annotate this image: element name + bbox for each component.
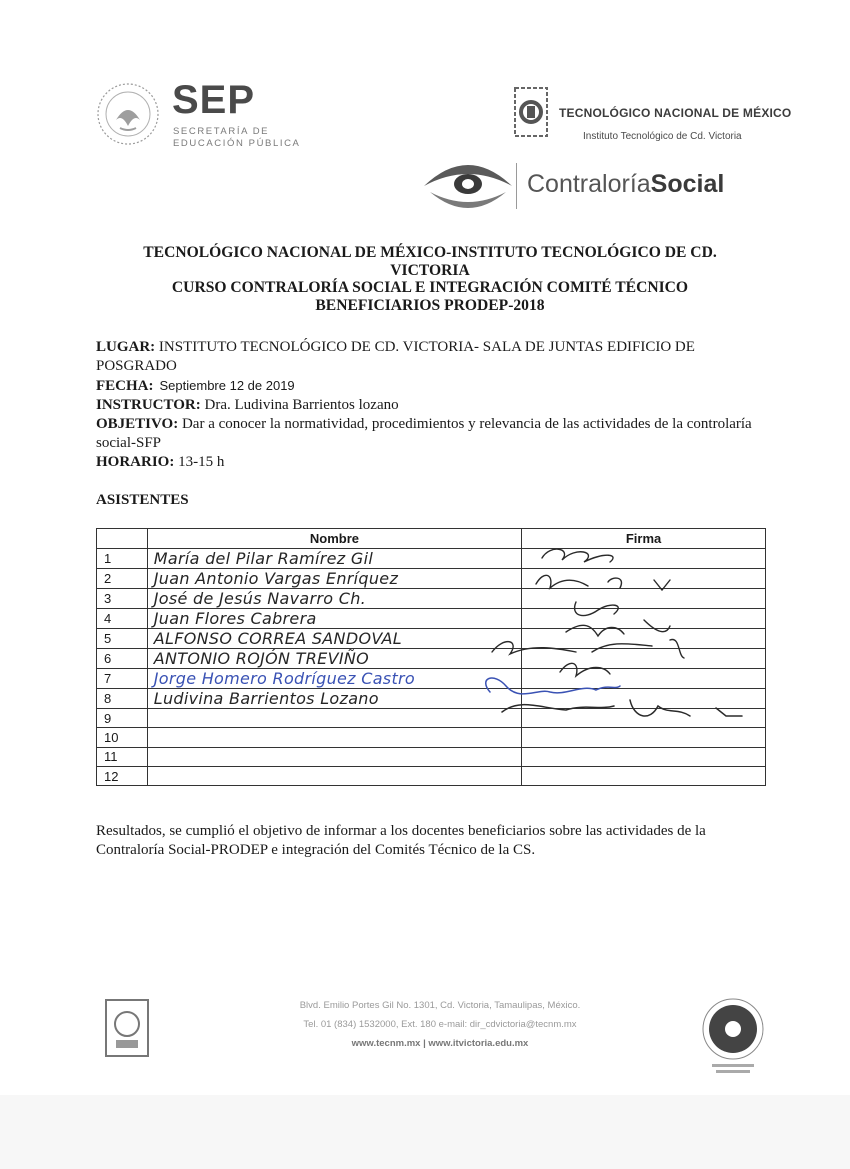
attendee-name (147, 747, 521, 766)
objetivo-label: OBJETIVO: (96, 416, 179, 432)
signature-cell (522, 766, 766, 785)
horario-value: 13-15 h (178, 454, 225, 470)
row-number: 9 (97, 709, 148, 728)
row-number: 11 (97, 747, 148, 766)
results-paragraph: Resultados, se cumplió el objetivo de informar a los docentes beneficiarios sobre las actividades de la Contraloría Social-PRODEP e integración del Comités Técnico de la CS. (96, 823, 706, 858)
signature-4 (566, 620, 670, 636)
row-number: 5 (97, 629, 148, 649)
lugar-label: LUGAR: (96, 339, 156, 355)
lugar-value: INSTITUTO TECNOLÓGICO DE CD. VICTORIA- SALA DE JUNTAS EDIFICIO DE POSGRADO (96, 339, 695, 374)
number-column-header (97, 529, 148, 549)
cs-light-word: Contraloría (527, 170, 651, 198)
signature-5 (492, 639, 684, 658)
signature-3 (575, 602, 619, 616)
attendee-name: ANTONIO ROJÓN TREVIÑO (147, 649, 521, 669)
tecnm-institute: Instituto Tecnológico de Cd. Victoria (583, 131, 742, 142)
row-number: 4 (97, 609, 148, 629)
footer-contact (250, 996, 630, 1053)
attendee-name: Ludivina Barrientos Lozano (147, 689, 521, 709)
scan-edge-band (0, 1095, 850, 1169)
title-line3: CURSO CONTRALORÍA SOCIAL E INTEGRACIÓN COMITÉ TÉCNICO (171, 279, 689, 296)
instructor-value: Dra. Ludivina Barrientos lozano (204, 397, 399, 413)
horario-label: HORARIO: (96, 454, 175, 470)
row-number: 8 (97, 689, 148, 709)
objetivo-value: Dar a conocer la normatividad, procedimientos y relevancia de las actividades de la controlaría social-SFP (96, 416, 752, 451)
footer-address: Blvd. Emilio Portes Gil No. 1301, Cd. Victoria, Tamaulipas, México. (299, 1000, 581, 1011)
tecnm-gear-logo-icon (513, 86, 549, 138)
itcv-emblem-icon (104, 998, 150, 1058)
attendee-name: María del Pilar Ramírez Gil (147, 549, 521, 569)
footer-phone: Tel. 01 (834) 1532000, Ext. 180 e-mail: dir_cdvictoria@tecnm.mx (303, 1019, 577, 1030)
document-title (100, 244, 760, 314)
row-number: 10 (97, 728, 148, 747)
sep-logo-text: SEP (172, 78, 256, 122)
attendee-name: José de Jesús Navarro Ch. (147, 589, 521, 609)
row-number: 6 (97, 649, 148, 669)
row-number: 12 (97, 766, 148, 785)
row-number: 3 (97, 589, 148, 609)
horario-row (96, 453, 776, 472)
row-number: 2 (97, 569, 148, 589)
attendee-name: Juan Antonio Vargas Enríquez (147, 569, 521, 589)
sep-subtitle-line2: EDUCACIÓN PÚBLICA (173, 138, 301, 149)
row-number: 7 (97, 669, 148, 689)
footer-web: www.tecnm.mx | www.itvictoria.edu.mx (351, 1038, 529, 1049)
title-line2: VICTORIA (390, 261, 470, 279)
signature-8 (502, 700, 742, 716)
signature-cell (522, 747, 766, 766)
asistentes-heading: ASISTENTES (96, 492, 189, 508)
fecha-row (96, 376, 776, 396)
instructor-row (96, 396, 776, 415)
contraloria-eye-logo-icon (420, 152, 516, 220)
event-info (96, 338, 776, 472)
handwritten-signatures (480, 540, 780, 740)
signature-6 (560, 663, 610, 676)
nombre-column-header: Nombre (147, 529, 521, 549)
attendee-name (147, 709, 521, 728)
signature-2 (536, 575, 670, 590)
sep-subtitle-line1: SECRETARÍA DE (173, 126, 270, 137)
row-number: 1 (97, 549, 148, 569)
attendee-name: Juan Flores Cabrera (147, 609, 521, 629)
firma-column-header: Firma (522, 529, 766, 549)
title-line1: TECNOLÓGICO NACIONAL DE MÉXICO-INSTITUTO TECNOLÓGICO DE CD. (143, 244, 717, 261)
fecha-label: FECHA: (96, 378, 154, 394)
signature-1 (542, 549, 613, 562)
fecha-value: Septiembre 12 de 2019 (159, 378, 295, 393)
title-line4: BENEFICIARIOS PRODEP-2018 (315, 296, 545, 314)
table-row (97, 766, 766, 785)
mexico-coat-of-arms-icon (96, 80, 160, 148)
table-row (97, 747, 766, 766)
objetivo-row (96, 415, 776, 453)
sep-subtitle (173, 126, 301, 150)
cs-bold-word: Social (650, 170, 725, 198)
contraloria-social-logo-text (527, 170, 724, 199)
lugar-row (96, 338, 776, 376)
signature-7 (486, 678, 620, 694)
attendee-name (147, 728, 521, 747)
logo-divider (516, 163, 517, 209)
attendee-name: ALFONSO CORREA SANDOVAL (147, 629, 521, 649)
iso-9001-certification-icon (700, 996, 766, 1076)
instructor-label: INSTRUCTOR: (96, 397, 201, 413)
attendee-name: Jorge Homero Rodríguez Castro (147, 669, 521, 689)
tecnm-name: TECNOLÓGICO NACIONAL DE MÉXICO (559, 106, 792, 120)
attendee-name (147, 766, 521, 785)
